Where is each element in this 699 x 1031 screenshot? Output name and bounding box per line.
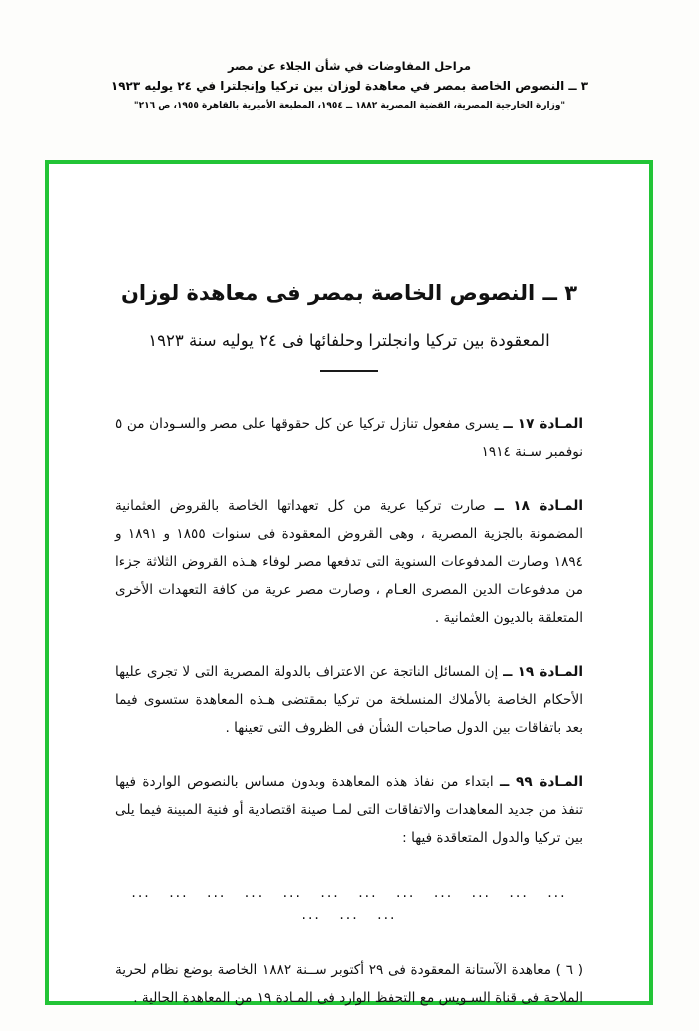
article-19-lead: المـادة ١٩ ــ: [503, 664, 583, 680]
header-line-subtitle: ٣ ــ النصوص الخاصة بمصر في معاهدة لوزان بين تركيا وإنجلترا في ٢٤ يوليه ١٩٢٣: [110, 79, 589, 93]
document-subtitle: المعقودة بين تركيا وانجلترا وحلفائها فى ٢٤ يوليه سنة ١٩٢٣: [148, 331, 550, 350]
article-17-text: يسرى مفعول تنازل تركيا عن كل حقوقها على مصر والسـودان من ٥ نوفمبر سـنة ١٩١٤: [115, 416, 583, 460]
header-line-source: "وزارة الخارجية المصرية، القضية المصرية ١٨٨٢ ــ ١٩٥٤، المطبعة الأميرية بالقاهرة ١٩٥٥، ص ٢١٦": [133, 101, 566, 111]
article-99: [115, 768, 583, 852]
document-body: [49, 276, 649, 1012]
article-18-lead: المـادة ١٨ ــ: [494, 498, 583, 514]
article-17: [115, 410, 583, 466]
clause-6: ( ٦ ) معاهدة الآستانة المعقودة فى ٢٩ أكتوبر ســنة ١٨٨٢ الخاصة بوضع نظام لحرية الملاحة فى قناة السـويس مع التحفظ الوارد فى المـادة ١٩ من المعاهدة الحالية .: [115, 962, 583, 1006]
article-18-text: صارت تركيا عرية من كل تعهداتها الخاصة بالقروض العثمانية المضمونة بالجزية المصرية ، وهى القروض المعقودة فى سنوات ١٨٥٥ و ١٨٩١ و ١٨٩٤ وصارت المدفوعات السنوية التى تدفعها مصر لوفاء هـذه القروض الثلاثة جزءا من مدفوعات الدين المصرى العـام ، وصارت مصر عرية من كافة التعهدات الأخرى المتعلقة بالديون العثمانية .: [115, 498, 583, 626]
article-18: [115, 492, 583, 632]
article-19: [115, 658, 583, 742]
frame-content: [49, 164, 649, 1006]
article-17-lead: المـادة ١٧ ــ: [503, 416, 583, 432]
title-divider: [320, 370, 378, 372]
document-title: ٣ ــ النصوص الخاصة بمصر فى معاهدة لوزان: [120, 281, 578, 305]
page-header: [0, 58, 699, 114]
green-border-frame: [45, 160, 653, 1005]
header-line-title: مراحل المفاوضات في شأن الجلاء عن مصر: [227, 59, 472, 73]
omission-dots: ... ... ... ... ... ... ... ... ... ... ... ... ... ... ...: [131, 885, 567, 923]
article-99-text: ابتداء من نفاذ هذه المعاهدة وبدون مساس بالنصوص الواردة فيها تنفذ من جديد المعاهدات والاتفاقات التى لمـا صينة اقتصادية أو فنية المبينة فيما يلى بين تركيا والدول المتعاقدة فيها :: [115, 774, 583, 846]
article-99-lead: المـادة ٩٩ ــ: [500, 774, 583, 790]
article-19-text: إن المسائل الناتجة عن الاعتراف بالدولة المصرية التى لا تجرى عليها الأحكام الخاصة بالأملاك المنسلخة من تركيا بمقتضى هـذه المعاهدة ستسوى فيما بعد باتفاقات بين الدول صاحبات الشأن فى الظروف التى تعينها .: [115, 664, 583, 736]
